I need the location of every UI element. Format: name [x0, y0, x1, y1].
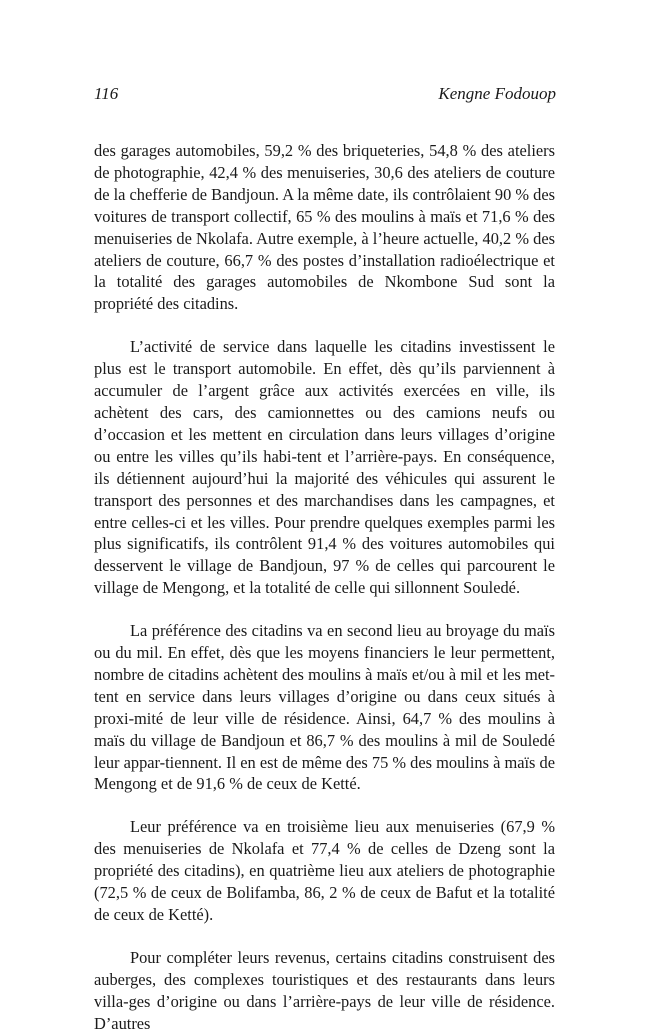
body-text [94, 140, 555, 1035]
paragraph-hospitality: Pour compléter leurs revenus, certains citadins construisent des auberges, des complexes touristiques et des restaurants dans leurs villa-ges d’origine ou dans l’arrière-pays de leur ville de résidence. D’autres [94, 947, 555, 1033]
paragraph-mills: La préférence des citadins va en second lieu au broyage du maïs ou du mil. En effet, dès que les moyens financiers le leur permettent, nombre de citadins achètent des moulins à maïs et/ou à mil et les met-tent en service dans leurs villages d’origine ou dans ceux situés à proxi-mité de leur ville de résidence. Ainsi, 64,7 % des moulins à maïs du village de Bandjoun et 86,7 % des moulins à mil de Souledé leur appar-tiennent. Il en est de même des 75 % des moulins à maïs de Mengong et de 91,6 % de ceux de Ketté. [94, 621, 555, 794]
running-head-author: Kengne Fodouop [438, 84, 556, 103]
running-head [94, 84, 556, 108]
paragraph-transport: L’activité de service dans laquelle les citadins investissent le plus est le transport automobile. En effet, dès qu’ils parviennent à accumuler de l’argent grâce aux activités exercées en ville, ils achètent des cars, des camionnettes ou des camions neufs ou d’occasion et les mettent en circulation dans leurs villages d’origine ou entre les villes qu’ils habi-tent et l’arrière-pays. En conséquence, ils détiennent aujourd’hui la majorité des véhicules qui assurent le transport des personnes et des marchandises dans les campagnes, et entre celles-ci et les villes. Pour prendre quelques exemples parmi les plus significatifs, ils contrôlent 91,4 % des voitures automobiles qui desservent le village de Bandjoun, 97 % de celles qui parcourent le village de Mengong, et la totalité de celle qui sillonnent Souledé. [94, 337, 555, 598]
paragraph-workshops: Leur préférence va en troisième lieu aux menuiseries (67,9 % des menuiseries de Nkolafa et 77,4 % de celles de Dzeng sont la propriété des citadins), en quatrième lieu aux ateliers de photographie (72,5 % de ceux de Bolifamba, 86, 2 % de ceux de Bafut et la totalité de ceux de Ketté). [94, 817, 555, 924]
page-number: 116 [94, 84, 119, 103]
paragraph-continued: des garages automobiles, 59,2 % des briqueteries, 54,8 % des ateliers de photographie, 42,4 % des menuiseries, 30,6 des ateliers de couture de la chefferie de Bandjoun. A la même date, ils contrôlaient 90 % des voitures de transport collectif, 65 % des moulins à maïs et 71,6 % des menuiseries de Nkolafa. Autre exemple, à l’heure actuelle, 40,2 % des ateliers de couture, 66,7 % des postes d’installation radioélectrique et la totalité des garages automobiles de Nkombone Sud sont la propriété des citadins. [94, 141, 555, 314]
